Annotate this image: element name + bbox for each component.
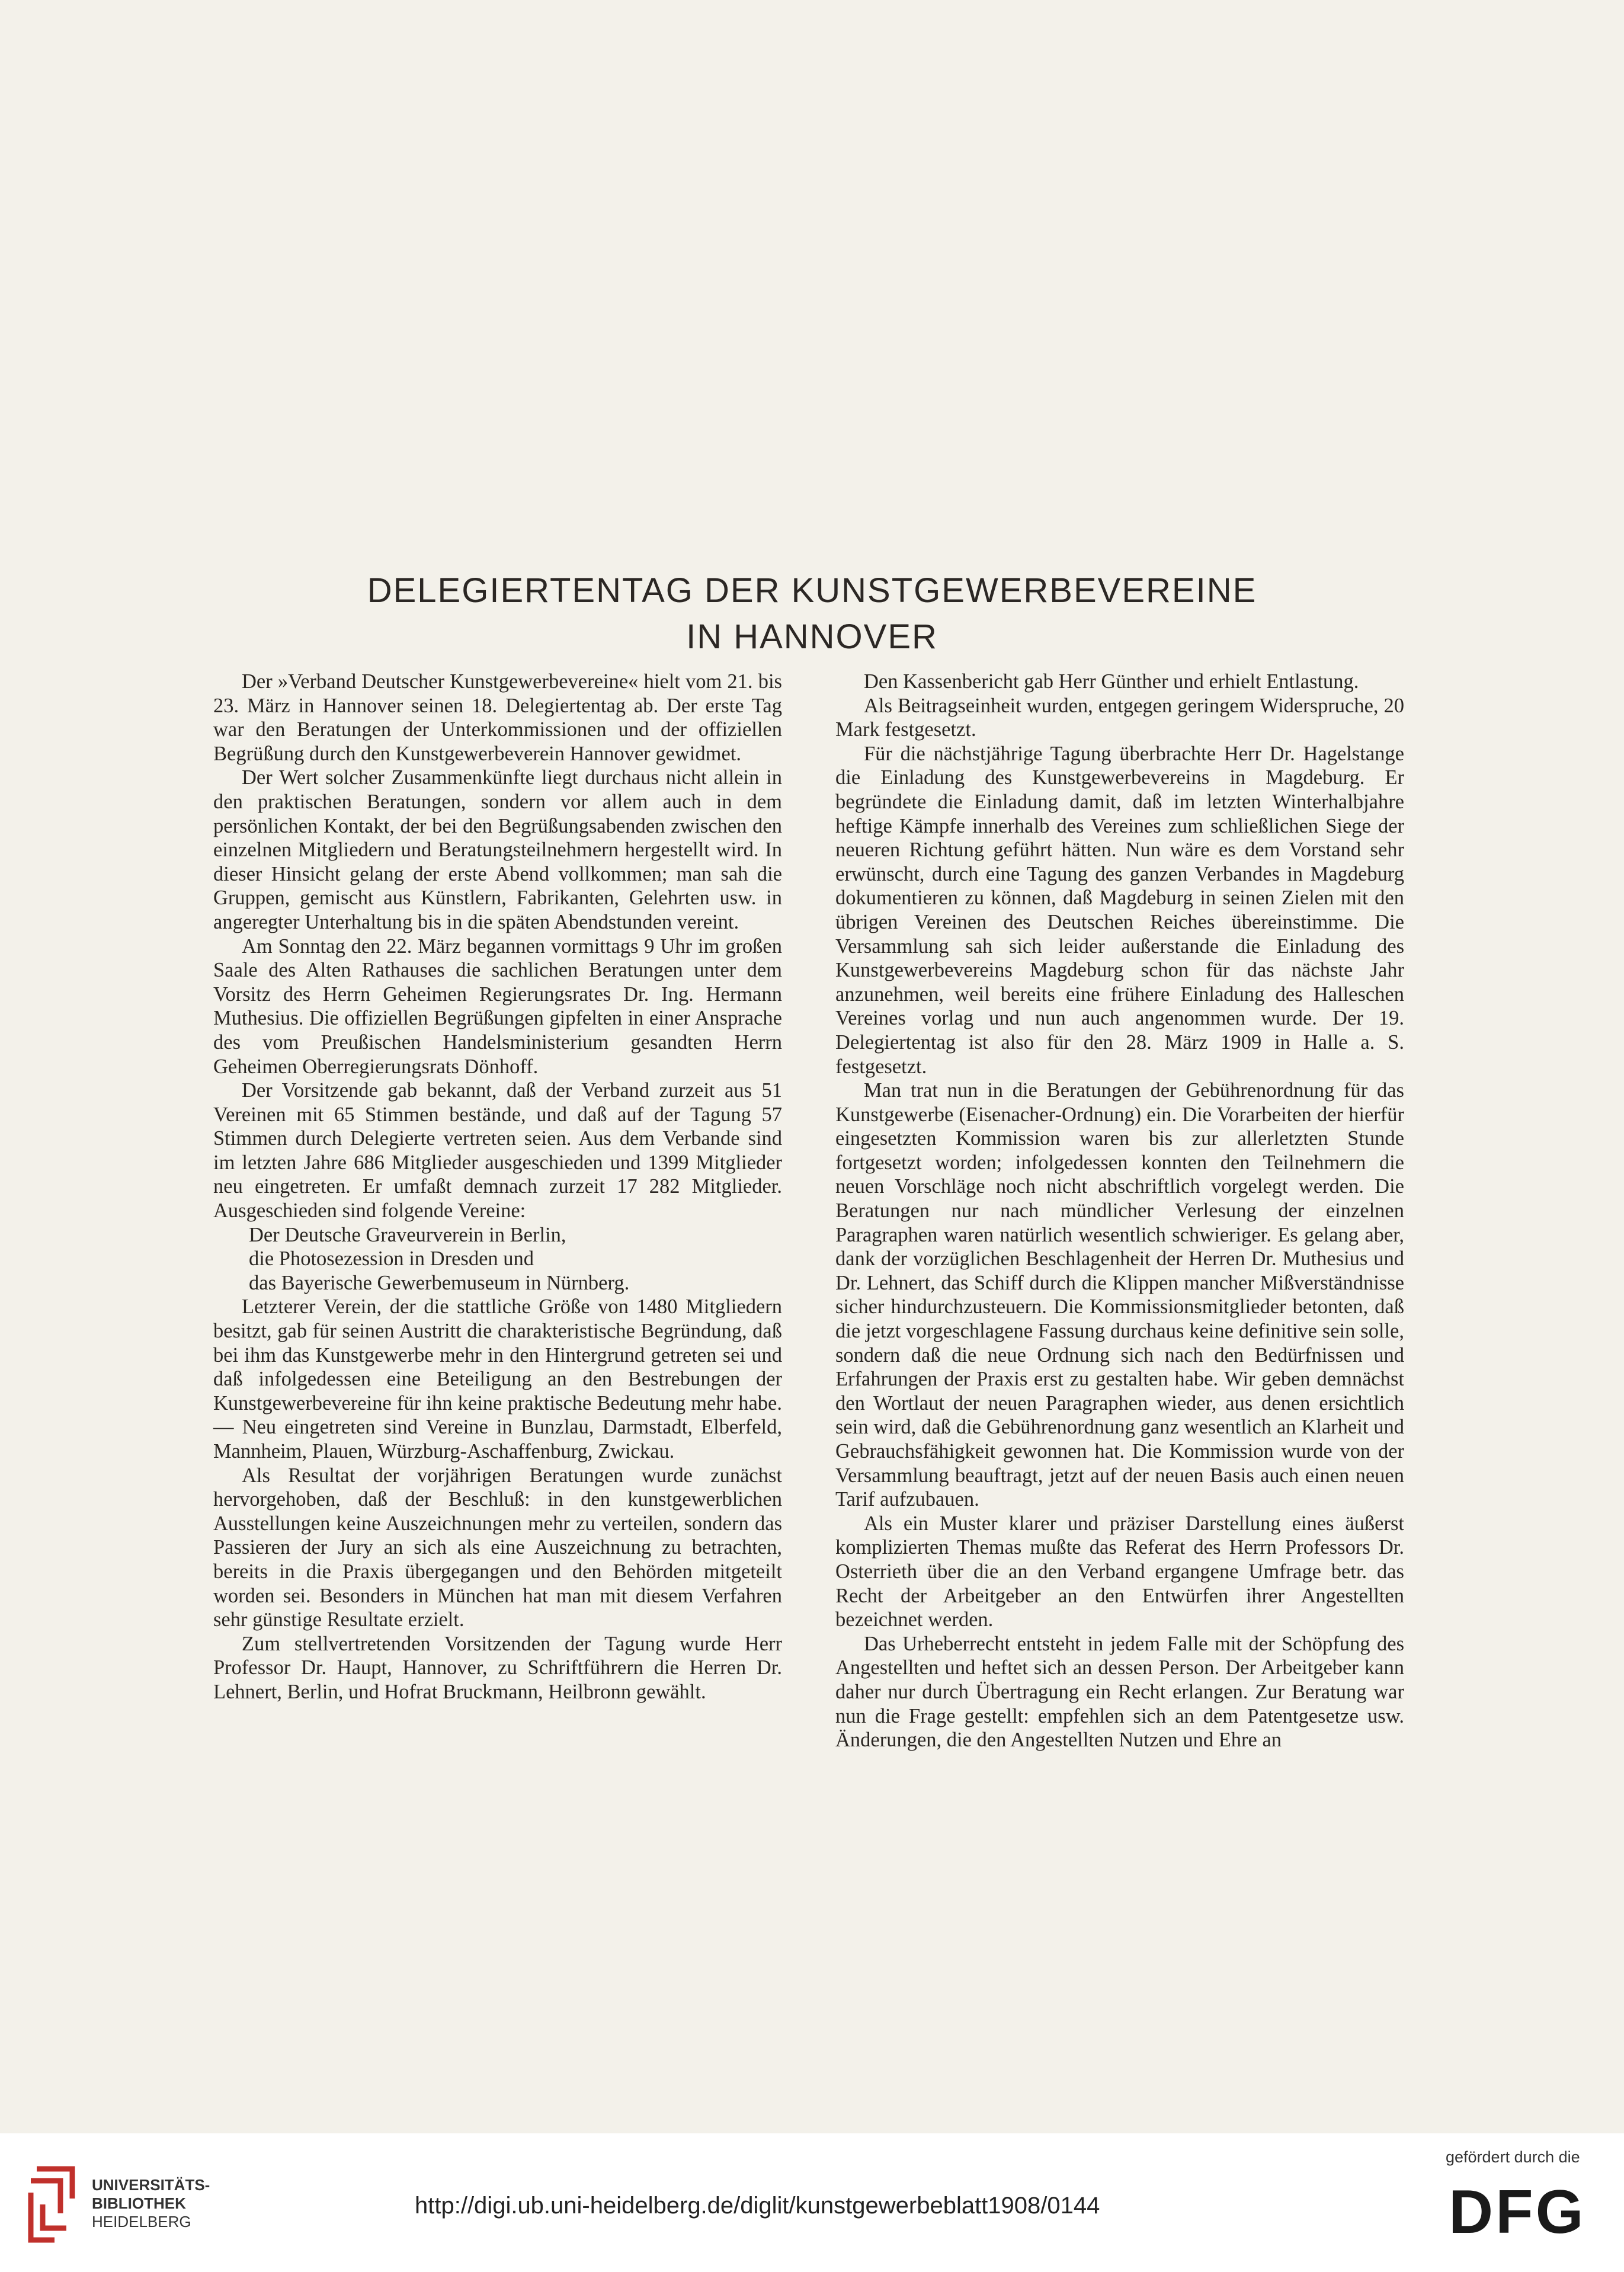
dfg-logo-icon	[1446, 2181, 1606, 2240]
paragraph: Als Beitragseinheit wurden, entgegen geringem Widerspruche, 20 Mark festgesetzt.	[835, 694, 1404, 741]
paragraph: Der Wert solcher Zusammenkünfte liegt durchaus nicht allein in den praktischen Beratungen, sondern vor allem auch in dem persönlichen Kontakt, der bei den Begrüßungsabenden zwischen den einzelnen Mitgliedern und Beratungsteilnehmern hergestellt wird. In dieser Hinsicht gelang der erste Abend vollkommen; man sah die Gruppen, gemischt aus Künstlern, Fabrikanten, Gelehrten usw. in angeregter Unterhaltung bis in die späten Abendstunden vereint.	[213, 766, 782, 933]
paragraph: Den Kassenbericht gab Herr Günther und erhielt Entlastung.	[864, 670, 1359, 693]
library-name	[92, 2176, 210, 2231]
paragraph: Am Sonntag den 22. März begannen vormittags 9 Uhr im großen Saale des Alten Rathauses die sachlichen Beratungen unter dem Vorsitz des Herrn Geheimen Regierungsrates Dr. Ing. Hermann Muthesius. Die offiziellen Begrüßungen gipfelten in einer Ansprache des vom Preußischen Handelsministerium gesandten Herrn Geheimen Oberregierungsrats Dönhoff.	[213, 935, 782, 1078]
article-title-line1: DELEGIERTENTAG DER KUNSTGEWERBEVEREINE	[367, 571, 1257, 610]
left-text-column	[213, 670, 782, 1704]
right-text-column	[835, 670, 1404, 1752]
university-library-logo-icon	[19, 2157, 84, 2246]
funding-label: gefördert durch die	[1446, 2148, 1580, 2166]
paragraph: Der Vorsitzende gab bekannt, daß der Verband zurzeit aus 51 Vereinen mit 65 Stimmen bestände, und daß auf der Tagung 57 Stimmen durch Delegierte vertreten seien. Aus dem Verbande sind im letzten Jahre 686 Mitglieder ausgeschieden und 1399 Mitglieder neu eingetreten. Er umfaßt demnach zurzeit 17 282 Mitglieder. Ausgeschieden sind folgende Vereine:	[213, 1079, 782, 1223]
paragraph: Der »Verband Deutscher Kunstgewerbevereine« hielt vom 21. bis 23. März in Hannover seinen 18. Delegiertentag ab. Der erste Tag war den Beratungen der Unterkommissionen und der offiziellen Begrüßung durch den Kunstgewerbeverein Hannover gewidmet.	[213, 670, 782, 765]
list-item: Der Deutsche Graveurverein in Berlin,	[249, 1223, 566, 1246]
library-name-line2: BIBLIOTHEK	[92, 2194, 186, 2212]
paragraph: Zum stellvertretenden Vorsitzenden der Tagung wurde Herr Professor Dr. Haupt, Hannover, zu Schriftführern die Herren Dr. Lehnert, Berlin, und Hofrat Bruckmann, Heilbronn gewählt.	[213, 1632, 782, 1703]
library-name-line1: UNIVERSITÄTS-	[92, 2176, 210, 2194]
list-item: die Photosezession in Dresden und	[249, 1247, 534, 1271]
paragraph: Man trat nun in die Beratungen der Gebührenordnung für das Kunstgewerbe (Eisenacher-Ordnung) ein. Die Vorarbeiten der hierfür eingesetzten Kommission waren bis zur allerletzten Stunde fortgesetzt worden; infolgedessen konnten den Teilnehmern die neuen Vorschläge noch nicht abschriftlich vorgelegt werden. Die Beratungen nur nach mündlicher Verlesung der einzelnen Paragraphen waren natürlich wesentlich schwieriger. Es gelang aber, dank der vorzüglichen Beschlagenheit der Herren Dr. Muthesius und Dr. Lehnert, das Schiff durch die Klippen mancher Mißverständnisse sicher hindurchzusteuern. Die Kommissionsmitglieder betonten, daß die jetzt vorgeschlagene Fassung durchaus keine definitive sein solle, sondern daß die neue Ordnung sich nach den Bedürfnissen und Erfahrungen der Praxis erst zu gestalten habe. Wir geben demnächst den Wortlaut der neuen Paragraphen wieder, aus denen ersichtlich sein wird, daß die Gebührenordnung ganz wesentlich an Klarheit und Gebrauchsfähigkeit gewonnen hat. Die Kommission wurde von der Versammlung beauftragt, jetzt auf der neuen Basis auch einen neuen Tarif aufzubauen.	[835, 1079, 1404, 1511]
paragraph: Letzterer Verein, der die stattliche Größe von 1480 Mitgliedern besitzt, gab für seinen Austritt die charakteristische Begründung, daß bei ihm das Kunstgewerbe mehr in den Hintergrund getreten sei und daß infolgedessen eine Beteiligung an den Bestrebungen der Kunstgewerbevereine für ihn keine praktische Bedeutung mehr habe. — Neu eingetreten sind Vereine in Bunzlau, Darmstadt, Elberfeld, Mannheim, Plauen, Würzburg-Aschaffenburg, Zwickau.	[213, 1295, 782, 1463]
list-item: das Bayerische Gewerbemuseum in Nürnberg.	[249, 1271, 630, 1294]
permalink-url[interactable]: http://digi.ub.uni-heidelberg.de/diglit/kunstgewerbeblatt1908/0144	[415, 2193, 1100, 2219]
library-name-line3: HEIDELBERG	[92, 2213, 191, 2231]
paragraph: Als Resultat der vorjährigen Beratungen wurde zunächst hervorgehoben, daß der Beschluß: in den kunstgewerblichen Ausstellungen keine Auszeichnungen mehr zu verteilen, sondern das Passieren der Jury an sich als eine Auszeichnung zu betrachten, bereits in die Praxis übergegangen und den Behörden mitgeteilt worden sei. Besonders in München hat man mit diesem Verfahren sehr günstige Resultate erzielt.	[213, 1464, 782, 1631]
paragraph: Für die nächstjährige Tagung überbrachte Herr Dr. Hagelstange die Einladung des Kunstgewerbevereins in Magdeburg. Er begründete die Einladung damit, daß im letzten Winterhalbjahre heftige Kämpfe innerhalb des Vereines zum schließlichen Siege der neueren Richtung geführt hätten. Nun wäre es dem Vorstand sehr erwünscht, durch eine Tagung des ganzen Verbandes in Magdeburg dokumentieren zu können, daß Magdeburg in seinen Zielen mit den übrigen Vereinen des Deutschen Reiches übereinstimme. Die Versammlung sah sich leider außerstande die Einladung des Kunstgewerbevereins Magdeburg schon für das nächste Jahr anzunehmen, weil bereits eine frühere Einladung des Halleschen Vereines vorlag und nun auch angenommen wurde. Der 19. Delegiertentag ist also für den 28. März 1909 in Halle a. S. festgesetzt.	[835, 742, 1404, 1078]
paragraph: Das Urheberrecht entsteht in jedem Falle mit der Schöpfung des Angestellten und heftet sich an dessen Person. Der Arbeitgeber kann daher nur durch Übertragung ein Recht erlangen. Zur Beratung war nun die Frage gestellt: empfehlen sich an dem Patentgesetze usw. Änderungen, die den Angestellten Nutzen und Ehre an	[835, 1632, 1404, 1752]
dfg-logo-text: DFG	[1449, 2181, 1586, 2240]
article-title-line2: IN HANNOVER	[686, 617, 938, 656]
paragraph: Als ein Muster klarer und präziser Darstellung eines äußerst komplizierten Themas mußte das Referat des Herrn Professors Dr. Osterrieth über die an den Verband ergangene Umfrage betr. das Recht der Arbeitgeber an den Entwürfen ihrer Angestellten bezeichnet werden.	[835, 1512, 1404, 1631]
